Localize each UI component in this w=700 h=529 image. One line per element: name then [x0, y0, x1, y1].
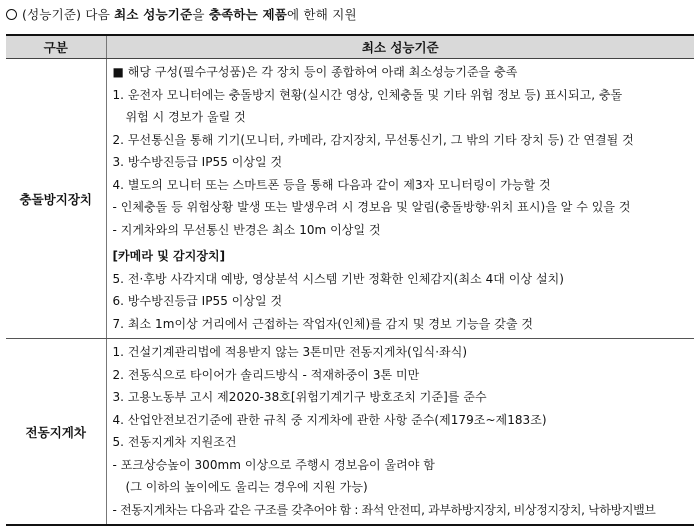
category-cell: 충돌방지장치: [6, 59, 106, 339]
criteria-line: 2. 전동식으로 타이어가 솔리드방식 - 적재하중이 3톤 미만: [112, 367, 420, 382]
heading-part-bold: 충족하는 제품: [208, 7, 288, 22]
criteria-line: (그 이하의 높이에도 울리는 경우에 지원 가능): [125, 480, 368, 494]
header-category: 구분: [6, 35, 106, 59]
criteria-table: [6, 34, 694, 526]
ring-bullet-icon: [6, 9, 17, 20]
criteria-line: - 인체충돌 등 위험상황 발생 또는 발생우려 시 경보음 및 알림(충돌방향·위치 표시)을 알 수 있을 것: [112, 200, 631, 214]
criteria-line: 4. 별도의 모니터 또는 스마트폰 등을 통해 다음과 같이 제3자 모니터링이 가능할 것: [112, 177, 551, 192]
criteria-line: 2. 무선통신을 통해 기기(모니터, 카메라, 감지장치, 무선통신기, 그 밖의 기타 장치 등) 간 연결될 것: [112, 132, 634, 147]
criteria-line: 3. 고용노동부 고시 제2020-38호[위험기계기구 방호조치 기준]를 준수: [112, 390, 487, 404]
criteria-line: - 전동지게차는 다음과 같은 구조를 갖추어야 함 : 좌석 안전띠, 과부하방지장치, 비상정지장치, 낙하방지밸브: [112, 502, 656, 517]
criteria-line: 6. 방수방진등급 IP55 이상일 것: [112, 294, 283, 308]
criteria-line: 1. 운전자 모니터에는 충돌방지 현황(실시간 영상, 인체충돌 및 기타 위험 정보 등) 표시되고, 충돌: [112, 87, 623, 102]
category-cell: 전동지게차: [6, 339, 106, 526]
criteria-line: 3. 방수방진등급 IP55 이상일 것: [112, 155, 283, 169]
table-row: [6, 339, 694, 526]
heading-part: 을: [192, 7, 209, 22]
header-criteria: 최소 성능기준: [106, 35, 694, 59]
criteria-line: 5. 전동지게차 지원조건: [112, 435, 237, 449]
criteria-line: ■ 해당 구성(필수구성품)은 각 장치 등이 종합하여 아래 최소성능기준을 충족: [112, 65, 518, 79]
criteria-subheading: [카메라 및 감지장치]: [112, 249, 226, 263]
criteria-line: 4. 산업안전보건기준에 관한 규칙 중 지게차에 관한 사항 준수(제179조~제183조): [112, 412, 547, 427]
table-row: [6, 59, 694, 339]
criteria-line: - 지게차와의 무선통신 반경은 최소 10m 이상일 것: [112, 222, 381, 237]
criteria-line: 1. 건설기계관리법에 적용받지 않는 3톤미만 전동지게차(입식·좌식): [112, 345, 468, 359]
heading-part: (성능기준) 다음: [22, 7, 115, 22]
section-heading: [6, 6, 357, 24]
heading-part: 에 한해 지원: [287, 7, 357, 22]
heading-part-bold: 최소 성능기준: [114, 7, 193, 22]
criteria-line: - 포크상승높이 300mm 이상으로 주행시 경보음이 울려야 함: [112, 457, 435, 472]
criteria-line: 위험 시 경보가 울릴 것: [125, 110, 246, 124]
criteria-cell: [106, 339, 694, 526]
criteria-cell: [106, 59, 694, 339]
table-header-row: [6, 35, 694, 59]
criteria-line: 5. 전·후방 사각지대 예방, 영상분석 시스템 기반 정확한 인체감지(최소 4대 이상 설치): [112, 271, 564, 286]
criteria-line: 7. 최소 1m이상 거리에서 근접하는 작업자(인체)를 감지 및 경보 기능을 갖출 것: [112, 316, 534, 331]
